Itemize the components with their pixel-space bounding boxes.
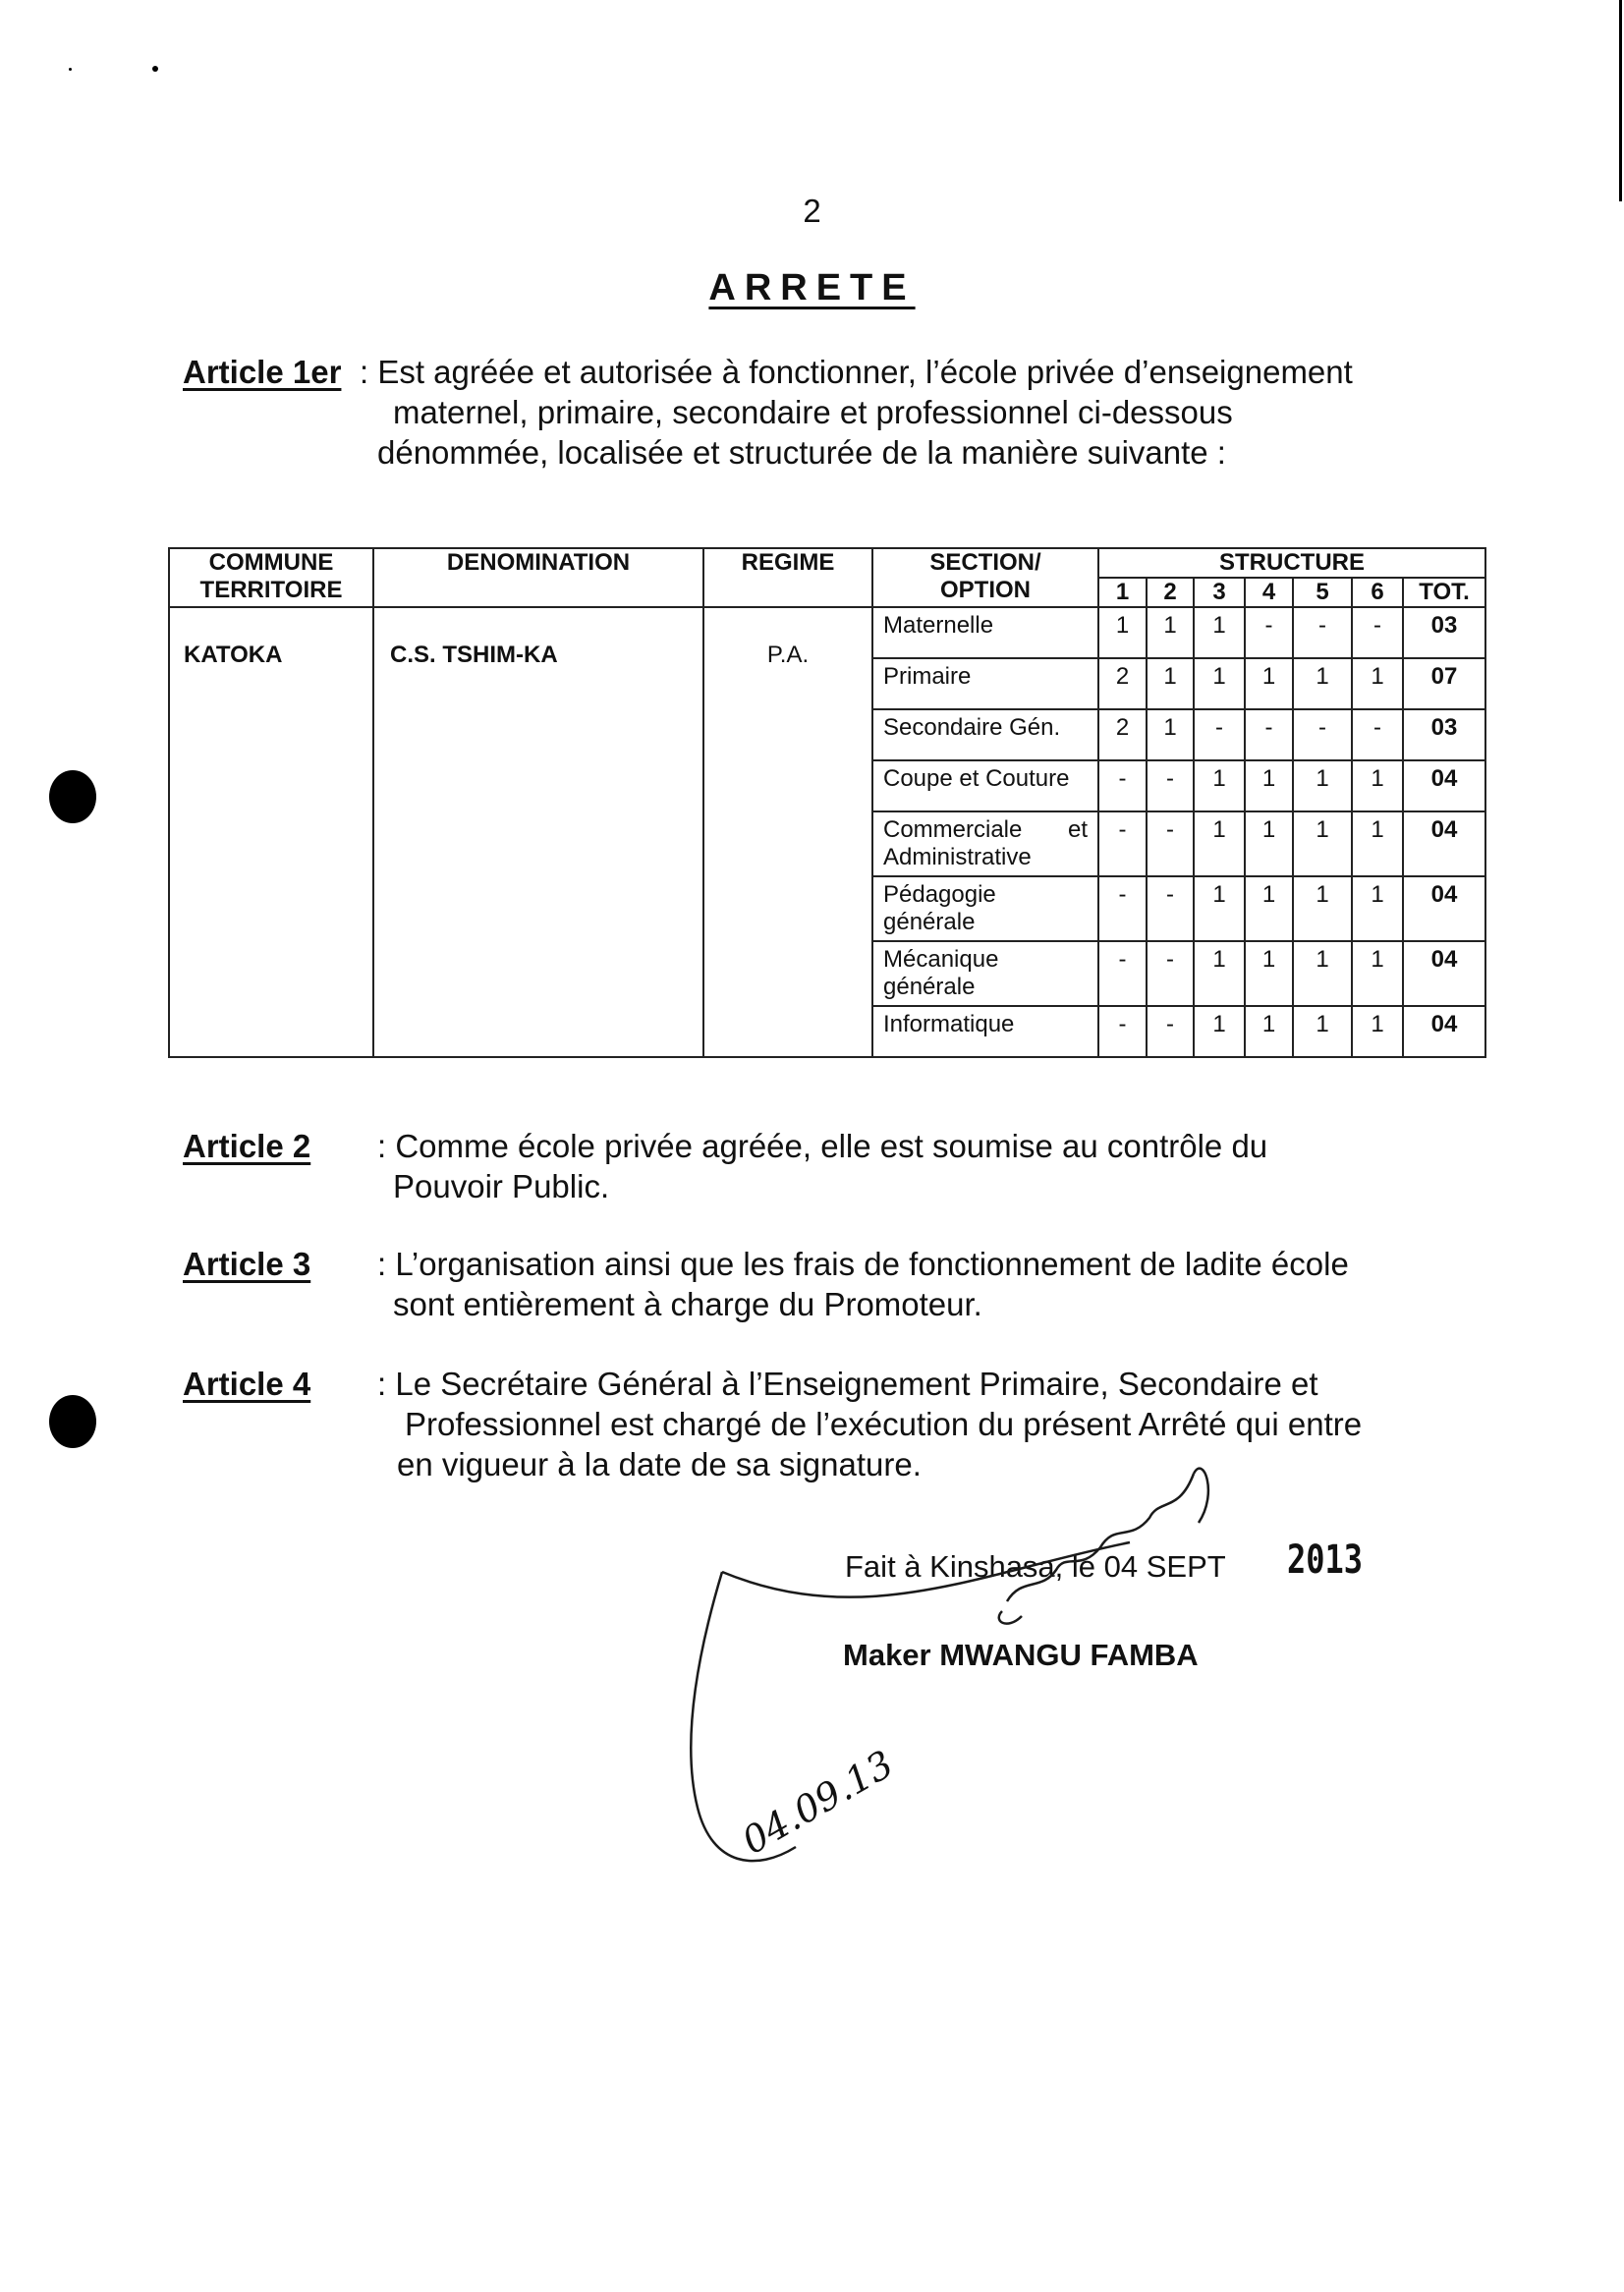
level-value: 1 bbox=[1194, 607, 1245, 658]
scan-dot bbox=[152, 66, 158, 72]
level-value: - bbox=[1147, 941, 1194, 1006]
level-value: 2 bbox=[1098, 658, 1147, 709]
structure-table bbox=[168, 547, 1486, 1058]
level-value: 1 bbox=[1098, 607, 1147, 658]
level-value: - bbox=[1098, 941, 1147, 1006]
article-1-line: maternel, primaire, secondaire et professionnel ci-dessous bbox=[393, 394, 1233, 430]
article-1-text bbox=[0, 352, 1624, 479]
level-value: 1 bbox=[1147, 607, 1194, 658]
header-level-6: 6 bbox=[1352, 578, 1403, 607]
level-value: 1 bbox=[1293, 876, 1352, 941]
header-commune: COMMUNE bbox=[208, 549, 334, 576]
level-value: - bbox=[1147, 811, 1194, 876]
section-cell: Informatique bbox=[872, 1006, 1098, 1057]
level-value: 1 bbox=[1194, 811, 1245, 876]
section-cell: Primaire bbox=[872, 658, 1098, 709]
article-3-line: sont entièrement à charge du Promoteur. bbox=[393, 1286, 982, 1322]
section-line: générale bbox=[883, 974, 976, 1000]
document-title: ARRETE bbox=[708, 267, 916, 308]
level-value: 1 bbox=[1352, 658, 1403, 709]
level-value: 1 bbox=[1293, 811, 1352, 876]
page-number: 2 bbox=[803, 193, 821, 229]
level-value: - bbox=[1245, 709, 1293, 760]
header-total: TOT. bbox=[1403, 578, 1485, 607]
level-value: 1 bbox=[1245, 1006, 1293, 1057]
header-section-option bbox=[872, 548, 1098, 607]
scan-edge-mark bbox=[1619, 0, 1622, 201]
level-value: - bbox=[1147, 760, 1194, 811]
header-territoire: TERRITOIRE bbox=[199, 577, 343, 603]
article-1-line: dénommée, localisée et structurée de la manière suivante : bbox=[377, 434, 1226, 471]
header-level-2: 2 bbox=[1147, 578, 1194, 607]
total-value: 07 bbox=[1403, 658, 1485, 709]
level-value: 1 bbox=[1194, 1006, 1245, 1057]
level-value: 1 bbox=[1352, 876, 1403, 941]
level-value: - bbox=[1194, 709, 1245, 760]
article-1-label: Article 1er bbox=[183, 354, 342, 390]
total-value: 04 bbox=[1403, 941, 1485, 1006]
section-line: Administrative bbox=[883, 844, 1032, 870]
section-cell bbox=[872, 811, 1098, 876]
level-value: 1 bbox=[1293, 1006, 1352, 1057]
section-cell: Coupe et Couture bbox=[872, 760, 1098, 811]
section-cell bbox=[872, 941, 1098, 1006]
section-line: Mécanique bbox=[883, 946, 999, 973]
level-value: 1 bbox=[1245, 941, 1293, 1006]
section-cell: Secondaire Gén. bbox=[872, 709, 1098, 760]
level-value: - bbox=[1352, 607, 1403, 658]
article-2-text bbox=[0, 1126, 1624, 1214]
handwritten-signature bbox=[668, 1454, 1375, 1945]
total-value: 04 bbox=[1403, 876, 1485, 941]
header-regime: REGIME bbox=[703, 548, 872, 607]
header-level-5: 5 bbox=[1293, 578, 1352, 607]
level-value: 1 bbox=[1352, 1006, 1403, 1057]
article-4-line: Professionnel est chargé de l’exécution du présent Arrêté qui entre bbox=[405, 1406, 1363, 1442]
signer-name: Maker MWANGU FAMBA bbox=[843, 1638, 1199, 1672]
signature-stroke bbox=[999, 1611, 1022, 1624]
article-2-label: Article 2 bbox=[183, 1128, 311, 1164]
level-value: 1 bbox=[1194, 760, 1245, 811]
total-value: 03 bbox=[1403, 607, 1485, 658]
level-value: 1 bbox=[1147, 709, 1194, 760]
level-value: 1 bbox=[1245, 658, 1293, 709]
level-value: 1 bbox=[1293, 658, 1352, 709]
level-value: - bbox=[1352, 709, 1403, 760]
article-4-line: : Le Secrétaire Général à l’Enseignement Primaire, Secondaire et bbox=[377, 1366, 1318, 1402]
level-value: - bbox=[1147, 1006, 1194, 1057]
article-2-line: : Comme école privée agréée, elle est soumise au contrôle du bbox=[377, 1128, 1268, 1164]
level-value: - bbox=[1147, 876, 1194, 941]
stamp-year: 2013 bbox=[1287, 1537, 1364, 1583]
header-commune-territoire bbox=[169, 548, 373, 607]
total-value: 04 bbox=[1403, 760, 1485, 811]
header-structure: STRUCTURE bbox=[1098, 548, 1485, 578]
section-cell: Maternelle bbox=[872, 607, 1098, 658]
regime-cell: P.A. bbox=[703, 607, 872, 1057]
section-line: Pédagogie bbox=[883, 881, 996, 908]
level-value: 1 bbox=[1245, 760, 1293, 811]
section-line: générale bbox=[883, 909, 976, 935]
header-level-3: 3 bbox=[1194, 578, 1245, 607]
section-line bbox=[883, 816, 1088, 844]
total-value: 04 bbox=[1403, 811, 1485, 876]
header-option: OPTION bbox=[939, 577, 1031, 603]
level-value: - bbox=[1098, 876, 1147, 941]
level-value: 1 bbox=[1194, 658, 1245, 709]
section-word: Commerciale bbox=[883, 816, 1023, 843]
level-value: 1 bbox=[1245, 811, 1293, 876]
level-value: 1 bbox=[1147, 658, 1194, 709]
punch-hole-bottom bbox=[49, 1395, 96, 1448]
level-value: - bbox=[1293, 607, 1352, 658]
level-value: 2 bbox=[1098, 709, 1147, 760]
total-value: 04 bbox=[1403, 1006, 1485, 1057]
place-and-date: Fait à Kinshasa, le 04 SEPT bbox=[845, 1549, 1226, 1584]
handwritten-date: 04.09.13 bbox=[735, 1742, 901, 1863]
section-word: et bbox=[1067, 816, 1088, 843]
article-2-line: Pouvoir Public. bbox=[393, 1168, 610, 1204]
level-value: 1 bbox=[1293, 760, 1352, 811]
article-1-line: : Est agréée et autorisée à fonctionner, l’école privée d’enseignement bbox=[360, 354, 1353, 390]
article-4-line: en vigueur à la date de sa signature. bbox=[397, 1446, 922, 1482]
level-value: - bbox=[1245, 607, 1293, 658]
header-level-1: 1 bbox=[1098, 578, 1147, 607]
header-section: SECTION/ bbox=[929, 549, 1041, 576]
level-value: - bbox=[1098, 760, 1147, 811]
table-row bbox=[169, 607, 1485, 658]
level-value: - bbox=[1098, 1006, 1147, 1057]
level-value: 1 bbox=[1245, 876, 1293, 941]
article-3-label: Article 3 bbox=[183, 1246, 311, 1282]
commune-cell: KATOKA bbox=[169, 607, 373, 1057]
level-value: 1 bbox=[1194, 876, 1245, 941]
signature-stroke bbox=[1194, 1469, 1208, 1523]
article-3-text bbox=[0, 1244, 1624, 1332]
total-value: 03 bbox=[1403, 709, 1485, 760]
level-value: 1 bbox=[1352, 941, 1403, 1006]
signature-stroke bbox=[1007, 1474, 1194, 1601]
level-value: 1 bbox=[1293, 941, 1352, 1006]
denomination-cell: C.S. TSHIM-KA bbox=[373, 607, 703, 1057]
article-4-label: Article 4 bbox=[183, 1366, 311, 1402]
header-denomination: DENOMINATION bbox=[373, 548, 703, 607]
signature-stroke bbox=[722, 1542, 1130, 1597]
level-value: 1 bbox=[1194, 941, 1245, 1006]
level-value: 1 bbox=[1352, 811, 1403, 876]
scan-dot bbox=[69, 68, 72, 71]
level-value: - bbox=[1098, 811, 1147, 876]
level-value: 1 bbox=[1352, 760, 1403, 811]
punch-hole-top bbox=[49, 770, 96, 823]
section-cell bbox=[872, 876, 1098, 941]
article-3-line: : L’organisation ainsi que les frais de fonctionnement de ladite école bbox=[377, 1246, 1349, 1282]
level-value: - bbox=[1293, 709, 1352, 760]
header-level-4: 4 bbox=[1245, 578, 1293, 607]
